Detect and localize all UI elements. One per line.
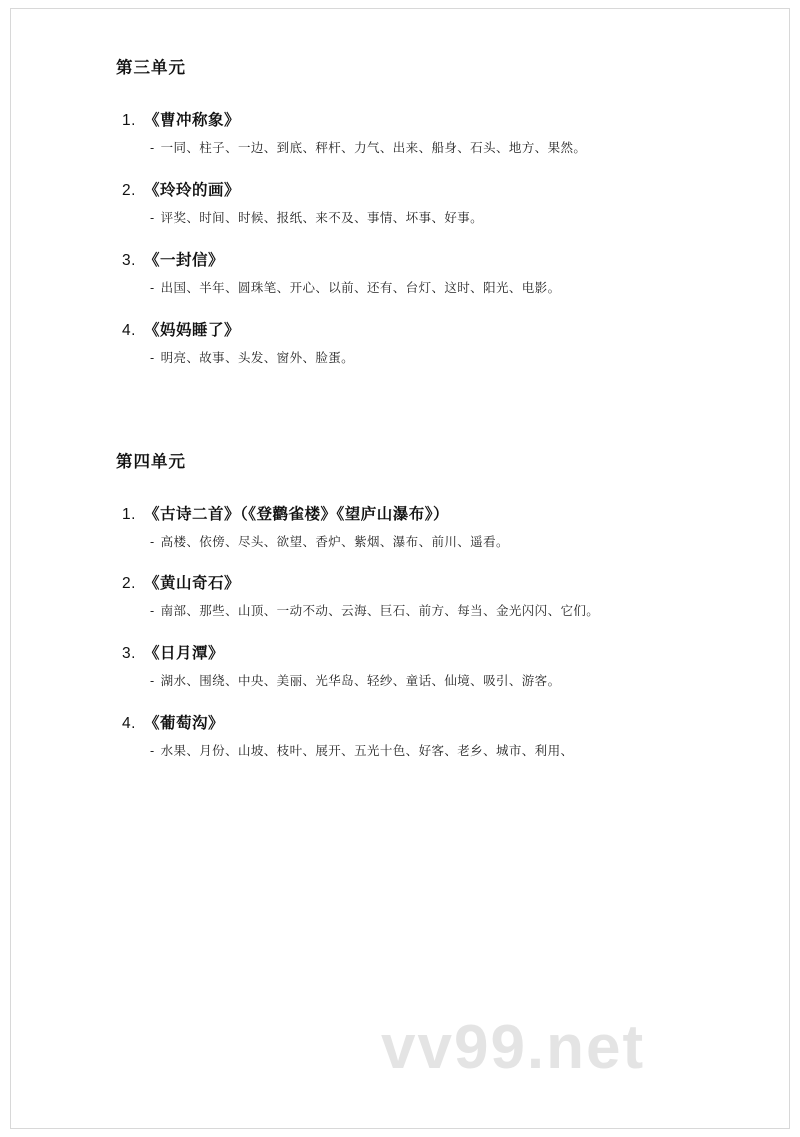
lesson-word-list	[116, 278, 701, 300]
lesson-words-text: 明亮、故事、头发、窗外、脸蛋。	[160, 350, 355, 365]
lesson-title	[116, 318, 701, 340]
lesson-words-text: 高楼、依傍、尽头、欲望、香炉、紫烟、瀑布、前川、遥看。	[160, 534, 509, 549]
lesson-words-text: 出国、半年、圆珠笔、开心、以前、还有、台灯、这时、阳光、电影。	[160, 280, 561, 295]
lesson-item	[116, 571, 701, 623]
lesson-title	[116, 248, 701, 270]
lesson-words-text: 南部、那些、山顶、一动不动、云海、巨石、前方、每当、金光闪闪、它们。	[160, 604, 600, 619]
lesson-title	[116, 711, 701, 733]
lesson-number: 4.	[122, 321, 136, 339]
bullet-dash-icon: -	[150, 604, 155, 619]
unit-section-4	[116, 448, 701, 764]
bullet-dash-icon: -	[150, 141, 155, 155]
unit-heading-4: 第四单元	[116, 452, 186, 471]
bullet-dash-icon: -	[150, 744, 155, 759]
lesson-title	[116, 641, 701, 663]
lesson-number: 3.	[122, 251, 136, 269]
lesson-item	[116, 711, 701, 763]
lesson-name: 《黄山奇石》	[144, 575, 241, 593]
lesson-item	[116, 178, 701, 230]
watermark: vv99.net	[381, 1013, 646, 1082]
lesson-number: 1.	[122, 112, 136, 129]
lesson-name: 《曹冲称象》	[144, 112, 241, 129]
lesson-title	[116, 571, 701, 593]
lesson-item	[116, 318, 701, 370]
lesson-words-text: 湖水、围绕、中央、美丽、光华岛、轻纱、童话、仙境、吸引、游客。	[160, 674, 561, 689]
lesson-word-list	[116, 671, 701, 693]
lesson-title	[116, 502, 701, 524]
lesson-name: 《玲玲的画》	[144, 181, 241, 199]
lesson-title	[116, 108, 701, 130]
lesson-name: 《日月潭》	[144, 645, 225, 663]
document-page	[10, 8, 790, 1129]
lesson-name: 《一封信》	[144, 251, 225, 269]
lesson-item	[116, 248, 701, 300]
lesson-number: 2.	[122, 181, 136, 199]
lesson-name: 《古诗二首》（《登鹳雀楼》《望庐山瀑布》）	[144, 505, 450, 523]
lesson-words-text: 一同、柱子、一边、到底、秤杆、力气、出来、船身、石头、地方、果然。	[160, 141, 587, 155]
lesson-word-list	[116, 532, 701, 554]
document-content	[116, 54, 701, 781]
lesson-item	[116, 108, 701, 160]
bullet-dash-icon: -	[150, 280, 155, 295]
bullet-dash-icon: -	[150, 534, 155, 549]
lesson-name: 《葡萄沟》	[144, 715, 225, 733]
lesson-name: 《妈妈睡了》	[144, 321, 241, 339]
unit-section-3	[116, 54, 701, 370]
lesson-item	[116, 641, 701, 693]
unit-heading-3: 第三单元	[116, 59, 186, 77]
bullet-dash-icon: -	[150, 350, 155, 365]
lesson-number: 4.	[122, 715, 136, 733]
lesson-word-list	[116, 348, 701, 370]
lesson-word-list	[116, 601, 701, 623]
lesson-number: 2.	[122, 575, 136, 593]
lesson-word-list	[116, 138, 701, 160]
lesson-word-list	[116, 208, 701, 230]
lesson-words-text: 水果、月份、山坡、枝叶、展开、五光十色、好客、老乡、城市、利用、	[160, 744, 574, 759]
lesson-words-text: 评奖、时间、时候、报纸、来不及、事情、坏事、好事。	[160, 210, 484, 225]
lesson-item	[116, 502, 701, 554]
bullet-dash-icon: -	[150, 674, 155, 689]
lesson-number: 3.	[122, 645, 136, 663]
lesson-number: 1.	[122, 505, 136, 523]
bullet-dash-icon: -	[150, 210, 155, 225]
lesson-word-list	[116, 741, 701, 763]
lesson-title	[116, 178, 701, 200]
